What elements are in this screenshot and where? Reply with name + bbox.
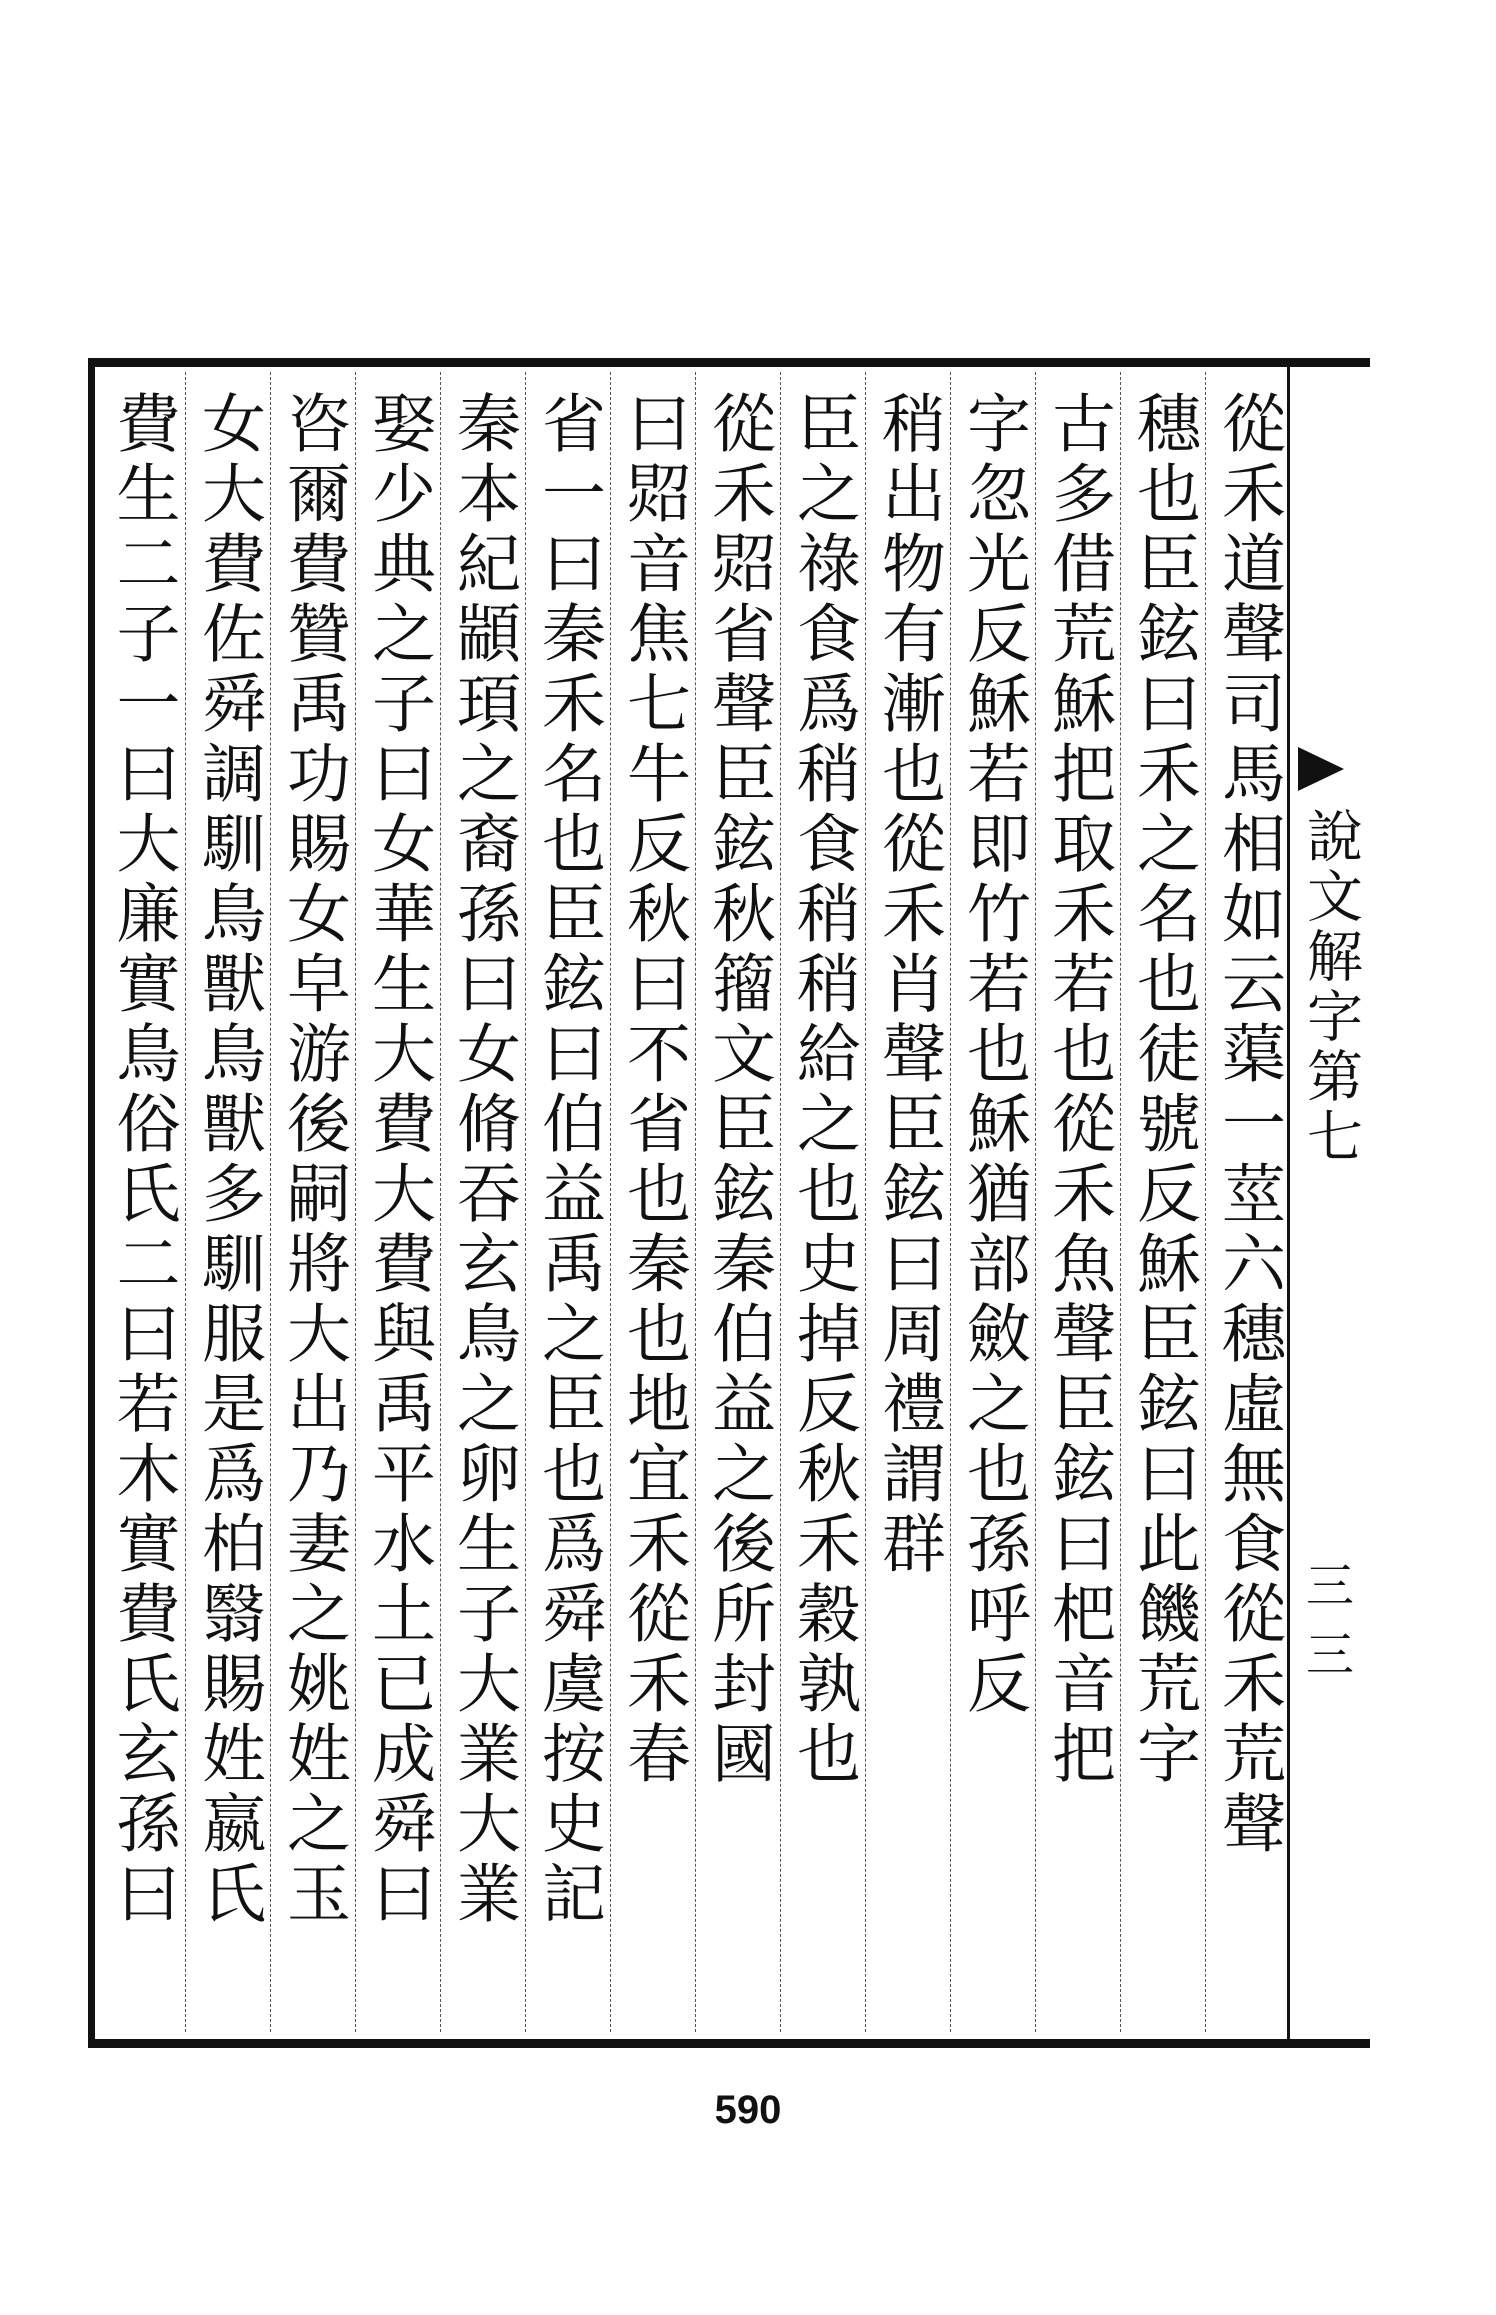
left-border-rule [88, 358, 95, 2048]
column-text: 古多借荒穌把取禾若也從禾魚聲臣鉉曰杷音把 [1041, 390, 1115, 1790]
column-text: 咨爾費贊禹功賜女皁游後嗣將大出乃妻之姚姓之玉 [276, 390, 350, 1930]
bottom-border-rule [88, 2039, 1370, 2048]
column-text: 費生二子一曰大廉實鳥俗氏二曰若木實費氏玄孫曰 [105, 390, 180, 1930]
text-column [950, 372, 1035, 2032]
text-column [1205, 372, 1290, 2032]
margin-title: 說文解字第七 [1298, 807, 1363, 1167]
column-text: 娶少典之子曰女華生大費大費與禹平水土已成舜曰 [361, 390, 435, 1930]
text-column [865, 372, 950, 2032]
text-column [355, 372, 440, 2032]
column-text: 省一曰秦禾名也臣鉉曰伯益禹之臣也爲舜虞按史記 [531, 390, 605, 1930]
text-column [780, 372, 865, 2032]
text-column [270, 372, 355, 2032]
text-column [185, 372, 270, 2032]
text-column [695, 372, 780, 2032]
page-frame [88, 358, 1370, 2048]
column-text: 秦本紀顓頊之裔孫曰女脩吞玄鳥之卵生子大業大業 [446, 390, 520, 1930]
fish-tail-marker-icon [1298, 747, 1344, 791]
page-number: 590 [714, 2088, 782, 2132]
text-column [440, 372, 525, 2032]
top-border-rule [88, 358, 1370, 367]
center-margin-strip [1287, 367, 1370, 2039]
margin-leaf-number: 三三 [1305, 1558, 1355, 1683]
column-text: 字忽光反穌若即竹若也穌猶部斂之也孫呼反 [956, 390, 1030, 1720]
column-text: 女大費佐舜調馴鳥獸鳥獸多馴服是爲柏翳賜姓嬴氏 [191, 390, 265, 1930]
column-text: 臣之祿食爲稍食稍稍給之也史掉反秋禾穀孰也 [786, 390, 860, 1790]
column-text: 從禾㷖省聲臣鉉秋籀文臣鉉秦伯益之後所封國 [701, 390, 775, 1790]
column-text: 穗也臣鉉曰禾之名也徒號反穌臣鉉曰此饑荒字 [1126, 390, 1200, 1790]
text-column [100, 372, 185, 2032]
column-text: 曰㷖音焦七牛反秋曰不省也秦也地宜禾從禾春 [616, 390, 690, 1790]
text-column [525, 372, 610, 2032]
column-text: 從禾道聲司馬相如云蕖一莖六穗虛無食從禾荒聲 [1211, 390, 1285, 1860]
text-column [610, 372, 695, 2032]
text-column [1035, 372, 1120, 2032]
text-columns [100, 372, 1290, 2032]
column-text: 稍出物有漸也從禾肖聲臣鉉曰周禮謂群 [871, 390, 945, 1580]
text-column [1120, 372, 1205, 2032]
